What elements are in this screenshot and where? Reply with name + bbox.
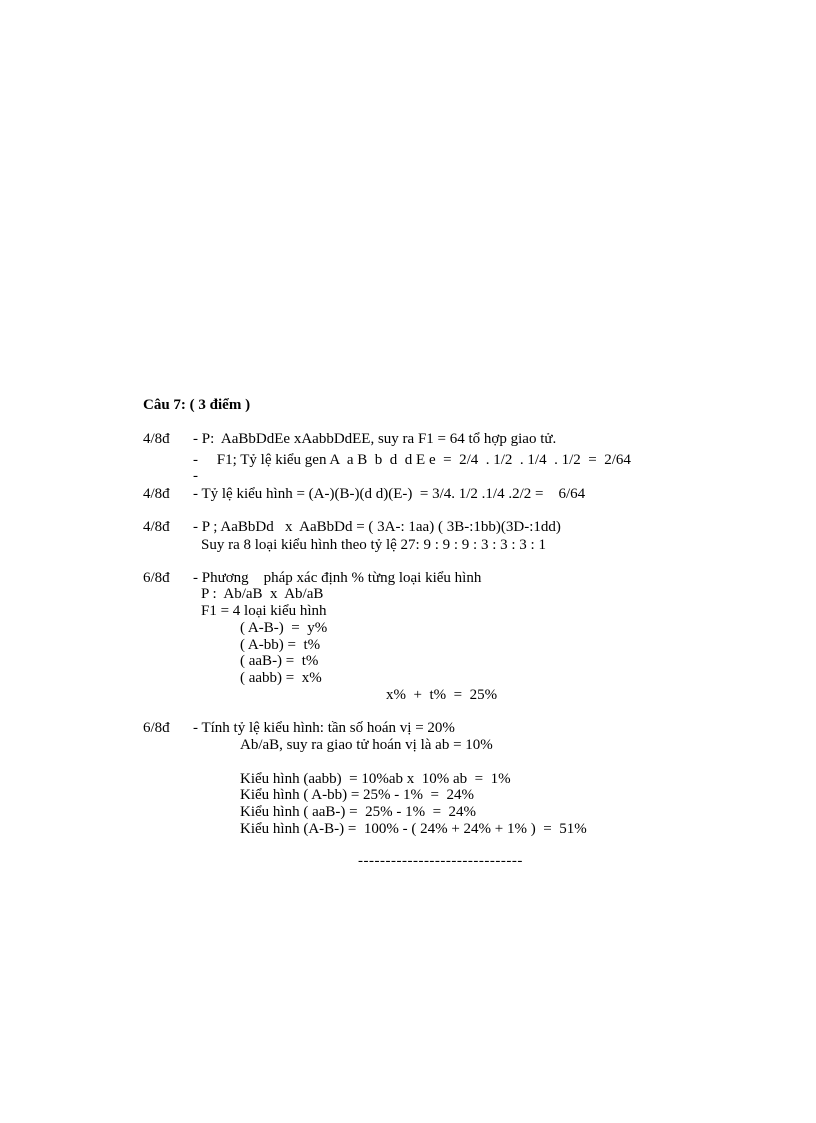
section-2-line-1: - Tỷ lệ kiểu hình = (A-)(B-)(d d)(E-) = 3/4. 1/2 .1/4 .2/2 = 6/64	[193, 486, 586, 502]
section-5-line-4: Kiểu hình ( A-bb) = 25% - 1% = 24%	[240, 787, 474, 803]
section-1-points: 4/8đ	[143, 431, 170, 447]
section-4-line-2: P : Ab/aB x Ab/aB	[201, 586, 324, 602]
question-title: Câu 7: ( 3 điểm )	[143, 397, 251, 413]
section-3-points: 4/8đ	[143, 519, 170, 535]
section-5-line-2: Ab/aB, suy ra giao tử hoán vị là ab = 10%	[240, 737, 493, 753]
section-1-line-2: - F1; Tỷ lệ kiểu gen A a B b d d E e = 2/4 . 1/2 . 1/4 . 1/2 = 2/64	[193, 452, 631, 468]
section-4-line-8: x% + t% = 25%	[386, 687, 498, 703]
section-2-points: 4/8đ	[143, 486, 170, 502]
separator-line: ------------------------------	[358, 853, 523, 869]
section-4-line-6: ( aaB-) = t%	[240, 653, 319, 669]
section-5-line-1: - Tính tỷ lệ kiểu hình: tần số hoán vị = 20%	[193, 720, 455, 736]
section-4-points: 6/8đ	[143, 570, 170, 586]
section-5-line-5: Kiểu hình ( aaB-) = 25% - 1% = 24%	[240, 804, 477, 820]
section-4-line-5: ( A-bb) = t%	[240, 637, 321, 653]
section-3-line-2: Suy ra 8 loại kiểu hình theo tỷ lệ 27: 9 : 9 : 9 : 3 : 3 : 3 : 1	[201, 537, 546, 553]
section-4-line-3: F1 = 4 loại kiểu hình	[201, 603, 327, 619]
section-4-line-7: ( aabb) = x%	[240, 670, 322, 686]
section-3-line-1: - P ; AaBbDd x AaBbDd = ( 3A-: 1aa) ( 3B-:1bb)(3D-:1dd)	[193, 519, 561, 535]
section-1-line-3: -	[193, 468, 198, 484]
section-1-line-1: - P: AaBbDdEe xAabbDdEE, suy ra F1 = 64 tổ hợp giao tử.	[193, 431, 557, 447]
section-4-line-4: ( A-B-) = y%	[240, 620, 328, 636]
section-5-line-3: Kiểu hình (aabb) = 10%ab x 10% ab = 1%	[240, 771, 511, 787]
section-5-line-6: Kiểu hình (A-B-) = 100% - ( 24% + 24% + 1% ) = 51%	[240, 821, 587, 837]
section-4-line-1: - Phương pháp xác định % từng loại kiểu hình	[193, 570, 482, 586]
section-5-points: 6/8đ	[143, 720, 170, 736]
